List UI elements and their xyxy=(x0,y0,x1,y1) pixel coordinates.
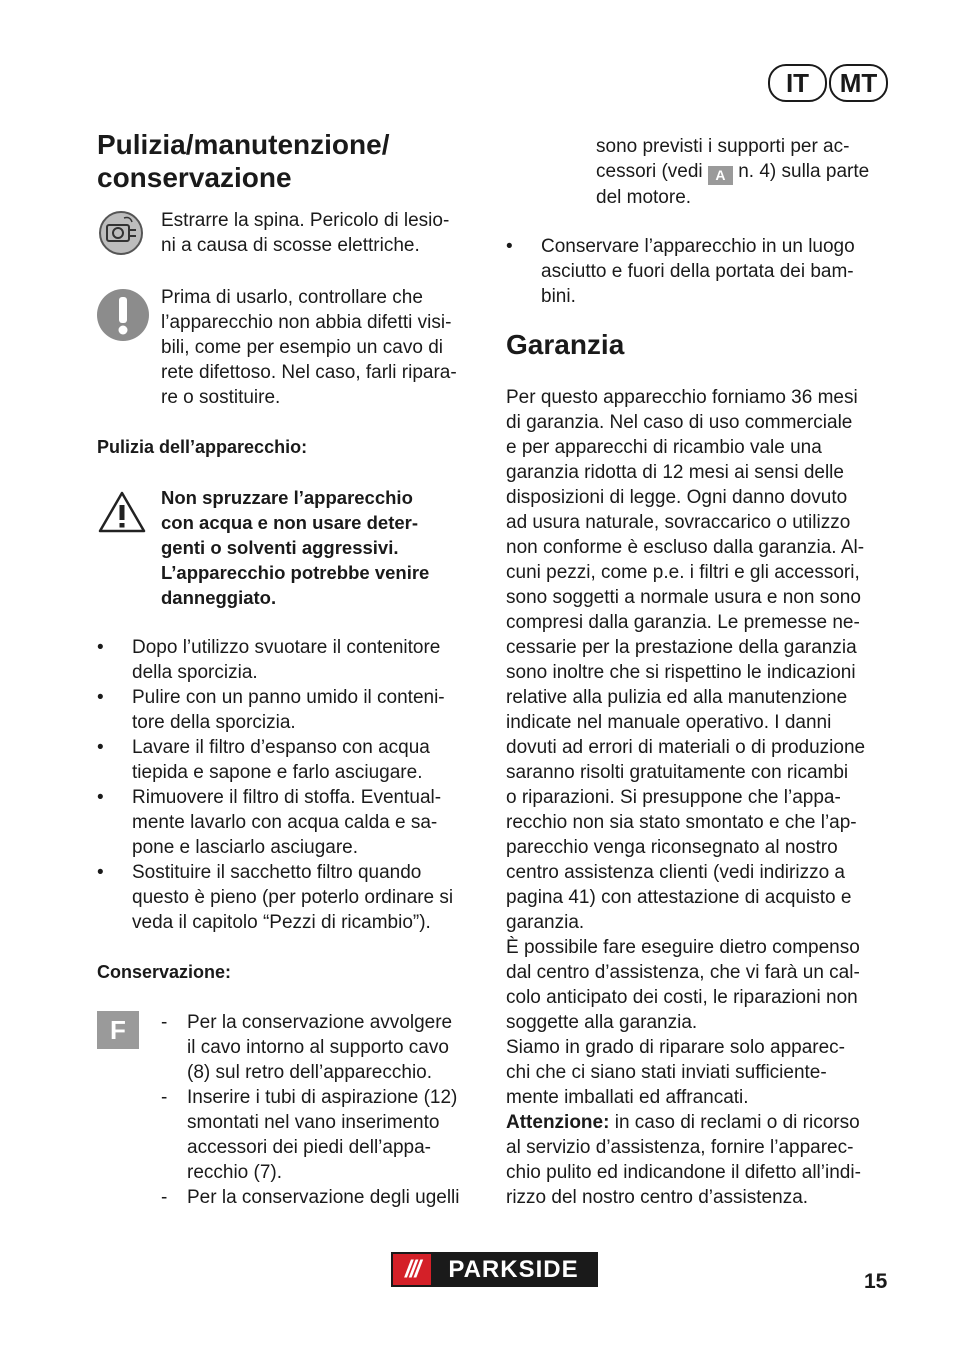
figure-a-marker: A xyxy=(708,166,733,185)
warranty-line: È possibile fare eseguire dietro compenso xyxy=(506,937,860,958)
list-item-line: pone e lasciarlo asciugare. xyxy=(132,837,359,858)
warranty-line: saranno risolti gratuitamente con ricambi xyxy=(506,762,849,783)
warranty-line: cuni pezzi, come p.e. i filtri e gli accessori, xyxy=(506,562,860,583)
title-line-1: Pulizia/manutenzione/ xyxy=(97,129,390,160)
list-item-line: mente lavarlo con acqua calda e sa- xyxy=(132,812,438,833)
list-item-line: Inserire i tubi di aspirazione (12) xyxy=(187,1087,458,1108)
list-item-line: Dopo l’utilizzo svuotare il contenitore xyxy=(132,637,441,658)
warranty-line: mente imballati ed affrancati. xyxy=(506,1087,749,1108)
notice-check xyxy=(161,285,457,410)
continued-line: del motore. xyxy=(596,187,692,208)
list-item-line: bini. xyxy=(541,286,576,307)
warranty-line: ad usura naturale, sovraccarico o utilizzo xyxy=(506,512,851,533)
warning-line: Non spruzzare l’apparecchio xyxy=(161,487,413,508)
warranty-line: dal centro d’assistenza, che vi farà un cal- xyxy=(506,962,860,983)
warranty-line: garanzia ridotta di 12 mesi ai sensi delle xyxy=(506,462,844,483)
warranty-line: chi che ci siano stati inviati sufficiente- xyxy=(506,1062,827,1083)
warranty-line: pagina 41) con attestazione di acquisto e xyxy=(506,887,852,908)
list-item-line: tore della sporcizia. xyxy=(132,712,296,733)
list-item-line: accessori dei piedi dell’appa- xyxy=(187,1137,431,1158)
cleaning-heading: Pulizia dell’apparecchio: xyxy=(97,437,308,457)
continued-line: sono previsti i supporti per ac- xyxy=(596,136,850,157)
list-item: • Dopo l’utilizzo svuotare il contenitore della sporcizia. xyxy=(97,637,441,683)
warranty-line: sono inoltre che si rispettino le indicazioni xyxy=(506,662,856,683)
storage-steps xyxy=(161,1010,491,1210)
list-item-line: recchio (7). xyxy=(187,1162,283,1183)
warning-line: genti o solventi aggressivi. xyxy=(161,537,399,558)
notice-check-line: l’apparecchio non abbia difetti visi- xyxy=(161,312,452,333)
warranty-line: garanzia. xyxy=(506,912,585,933)
warning-line: L’apparecchio potrebbe venire xyxy=(161,562,430,583)
cleaning-steps xyxy=(97,635,487,935)
list-item-line: (8) sul retro dell’apparecchio. xyxy=(187,1062,433,1083)
list-item: • Pulire con un panno umido il conteni- tore della sporcizia. xyxy=(97,687,445,733)
warranty-line: non conforme è escluso dalla garanzia. Al- xyxy=(506,537,865,558)
notice-check-line: bili, come per esempio un cavo di xyxy=(161,337,443,358)
figure-f-marker: F xyxy=(97,1011,139,1049)
warranty-line: centro assistenza clienti (vedi indirizzo a xyxy=(506,862,845,883)
attention-line: rizzo del nostro centro d’assistenza. xyxy=(506,1187,809,1208)
notice-unplug xyxy=(161,208,449,258)
list-item: - Per la conservazione avvolgere il cavo intorno al supporto cavo (8) sul retro dell’apparecchio. xyxy=(161,1012,453,1083)
notice-check-line: rete difettoso. Nel caso, farli ripara- xyxy=(161,362,457,383)
warranty-line: disposizioni di legge. Ogni danno dovuto xyxy=(506,487,848,508)
warranty-text xyxy=(506,385,906,1210)
list-item: • Lavare il filtro d’espanso con acqua tiepida e sapone e farlo asciugare. xyxy=(97,737,430,783)
exclamation-icon xyxy=(96,288,150,342)
warranty-line: colo anticipato dei costi, le riparazioni non xyxy=(506,987,858,1008)
list-item-line: Lavare il filtro d’espanso con acqua xyxy=(132,737,430,758)
notice-unplug-line: ni a causa di scosse elettriche. xyxy=(161,235,420,256)
warning-icon xyxy=(97,490,147,534)
list-item-line: Per la conservazione degli ugelli xyxy=(187,1187,460,1208)
notice-check-line: Prima di usarlo, controllare che xyxy=(161,287,423,308)
list-item-line: smontati nel vano inserimento xyxy=(187,1112,440,1133)
logo-slashes: /// xyxy=(404,1256,419,1283)
list-item-line: questo è pieno (per poterlo ordinare si xyxy=(132,887,454,908)
storage-continued xyxy=(596,134,869,210)
warranty-line: relative alla pulizia ed alla manutenzione xyxy=(506,687,848,708)
attention-line: al servizio d’assistenza, fornire l’apparec- xyxy=(506,1137,854,1158)
storage-heading: Conservazione: xyxy=(97,962,232,982)
section-title-cleaning xyxy=(97,128,389,194)
warranty-line: Per questo apparecchio forniamo 36 mesi xyxy=(506,387,858,408)
continued-line: cessori (vedi xyxy=(596,161,703,182)
attention-line: in caso di reclami o di ricorso xyxy=(609,1112,860,1133)
logo-wordmark: PARKSIDE xyxy=(431,1254,596,1285)
section-title-warranty: Garanzia xyxy=(506,329,625,360)
parkside-logo xyxy=(391,1252,598,1287)
list-item-line: tiepida e sapone e farlo asciugare. xyxy=(132,762,423,783)
warranty-line: cessarie per la prestazione della garanzia xyxy=(506,637,857,658)
warranty-line: parecchio venga riconsegnato al nostro xyxy=(506,837,838,858)
warranty-line: compresi dalla garanzia. Le premesse ne- xyxy=(506,612,860,633)
list-item-line: il cavo intorno al supporto cavo xyxy=(187,1037,449,1058)
attention-label: Attenzione: xyxy=(506,1112,610,1133)
list-item: - Per la conservazione degli ugelli xyxy=(161,1187,460,1208)
warning-line: con acqua e non usare deter- xyxy=(161,512,419,533)
warranty-line: recchio non sia stato smontato e che l’ap- xyxy=(506,812,857,833)
warranty-line: e per apparecchi di ricambio vale una xyxy=(506,437,822,458)
warning-line: danneggiato. xyxy=(161,587,277,608)
warranty-line: sono soggetti a normale usura e non sono xyxy=(506,587,861,608)
notice-unplug-line: Estrarre la spina. Pericolo di lesio- xyxy=(161,210,450,231)
warranty-line: Siamo in grado di riparare solo apparec- xyxy=(506,1037,846,1058)
notice-check-line: re o sostituire. xyxy=(161,387,281,408)
list-item: • Conservare l’apparecchio in un luogo asciutto e fuori della portata dei bam- bini. xyxy=(506,236,855,307)
list-item: • Sostituire il sacchetto filtro quando questo è pieno (per poterlo ordinare si veda il capitolo “Pezzi di ricambio”). xyxy=(97,862,454,933)
list-item: • Rimuovere il filtro di stoffa. Eventual- mente lavarlo con acqua calda e sa- pone e lasciarlo asciugare. xyxy=(97,787,442,858)
list-item-line: Conservare l’apparecchio in un luogo xyxy=(541,236,855,257)
list-item-line: Sostituire il sacchetto filtro quando xyxy=(132,862,422,883)
unplug-icon xyxy=(98,210,144,256)
title-line-2: conservazione xyxy=(97,162,292,193)
attention-line: chio pulito ed indicandone il difetto all’indi- xyxy=(506,1162,861,1183)
lang-badge-it: IT xyxy=(768,64,827,102)
list-item-line: asciutto e fuori della portata dei bam- xyxy=(541,261,854,282)
warranty-line: soggette alla garanzia. xyxy=(506,1012,698,1033)
list-item-line: Per la conservazione avvolgere xyxy=(187,1012,453,1033)
storage-bullet xyxy=(506,234,896,309)
warranty-line: o riparazioni. Si presuppone che l’appa- xyxy=(506,787,841,808)
warranty-line: indicate nel manuale operativo. I danni xyxy=(506,712,832,733)
warranty-line: dovuti ad errori di materiali o di produzione xyxy=(506,737,866,758)
warning-text xyxy=(161,485,429,610)
continued-line: n. 4) sulla parte xyxy=(738,161,870,182)
lang-badge-mt: MT xyxy=(829,64,888,102)
list-item-line: Pulire con un panno umido il conteni- xyxy=(132,687,445,708)
list-item-line: Rimuovere il filtro di stoffa. Eventual- xyxy=(132,787,442,808)
list-item-line: veda il capitolo “Pezzi di ricambio”). xyxy=(132,912,431,933)
page-number: 15 xyxy=(864,1270,888,1293)
list-item: - Inserire i tubi di aspirazione (12) smontati nel vano inserimento accessori dei piedi dell’appa- recchio (7). xyxy=(161,1087,458,1183)
warranty-line: di garanzia. Nel caso di uso commerciale xyxy=(506,412,853,433)
attention-paragraph xyxy=(506,1110,906,1210)
warranty-lines xyxy=(506,385,906,1110)
list-item-line: della sporcizia. xyxy=(132,662,258,683)
